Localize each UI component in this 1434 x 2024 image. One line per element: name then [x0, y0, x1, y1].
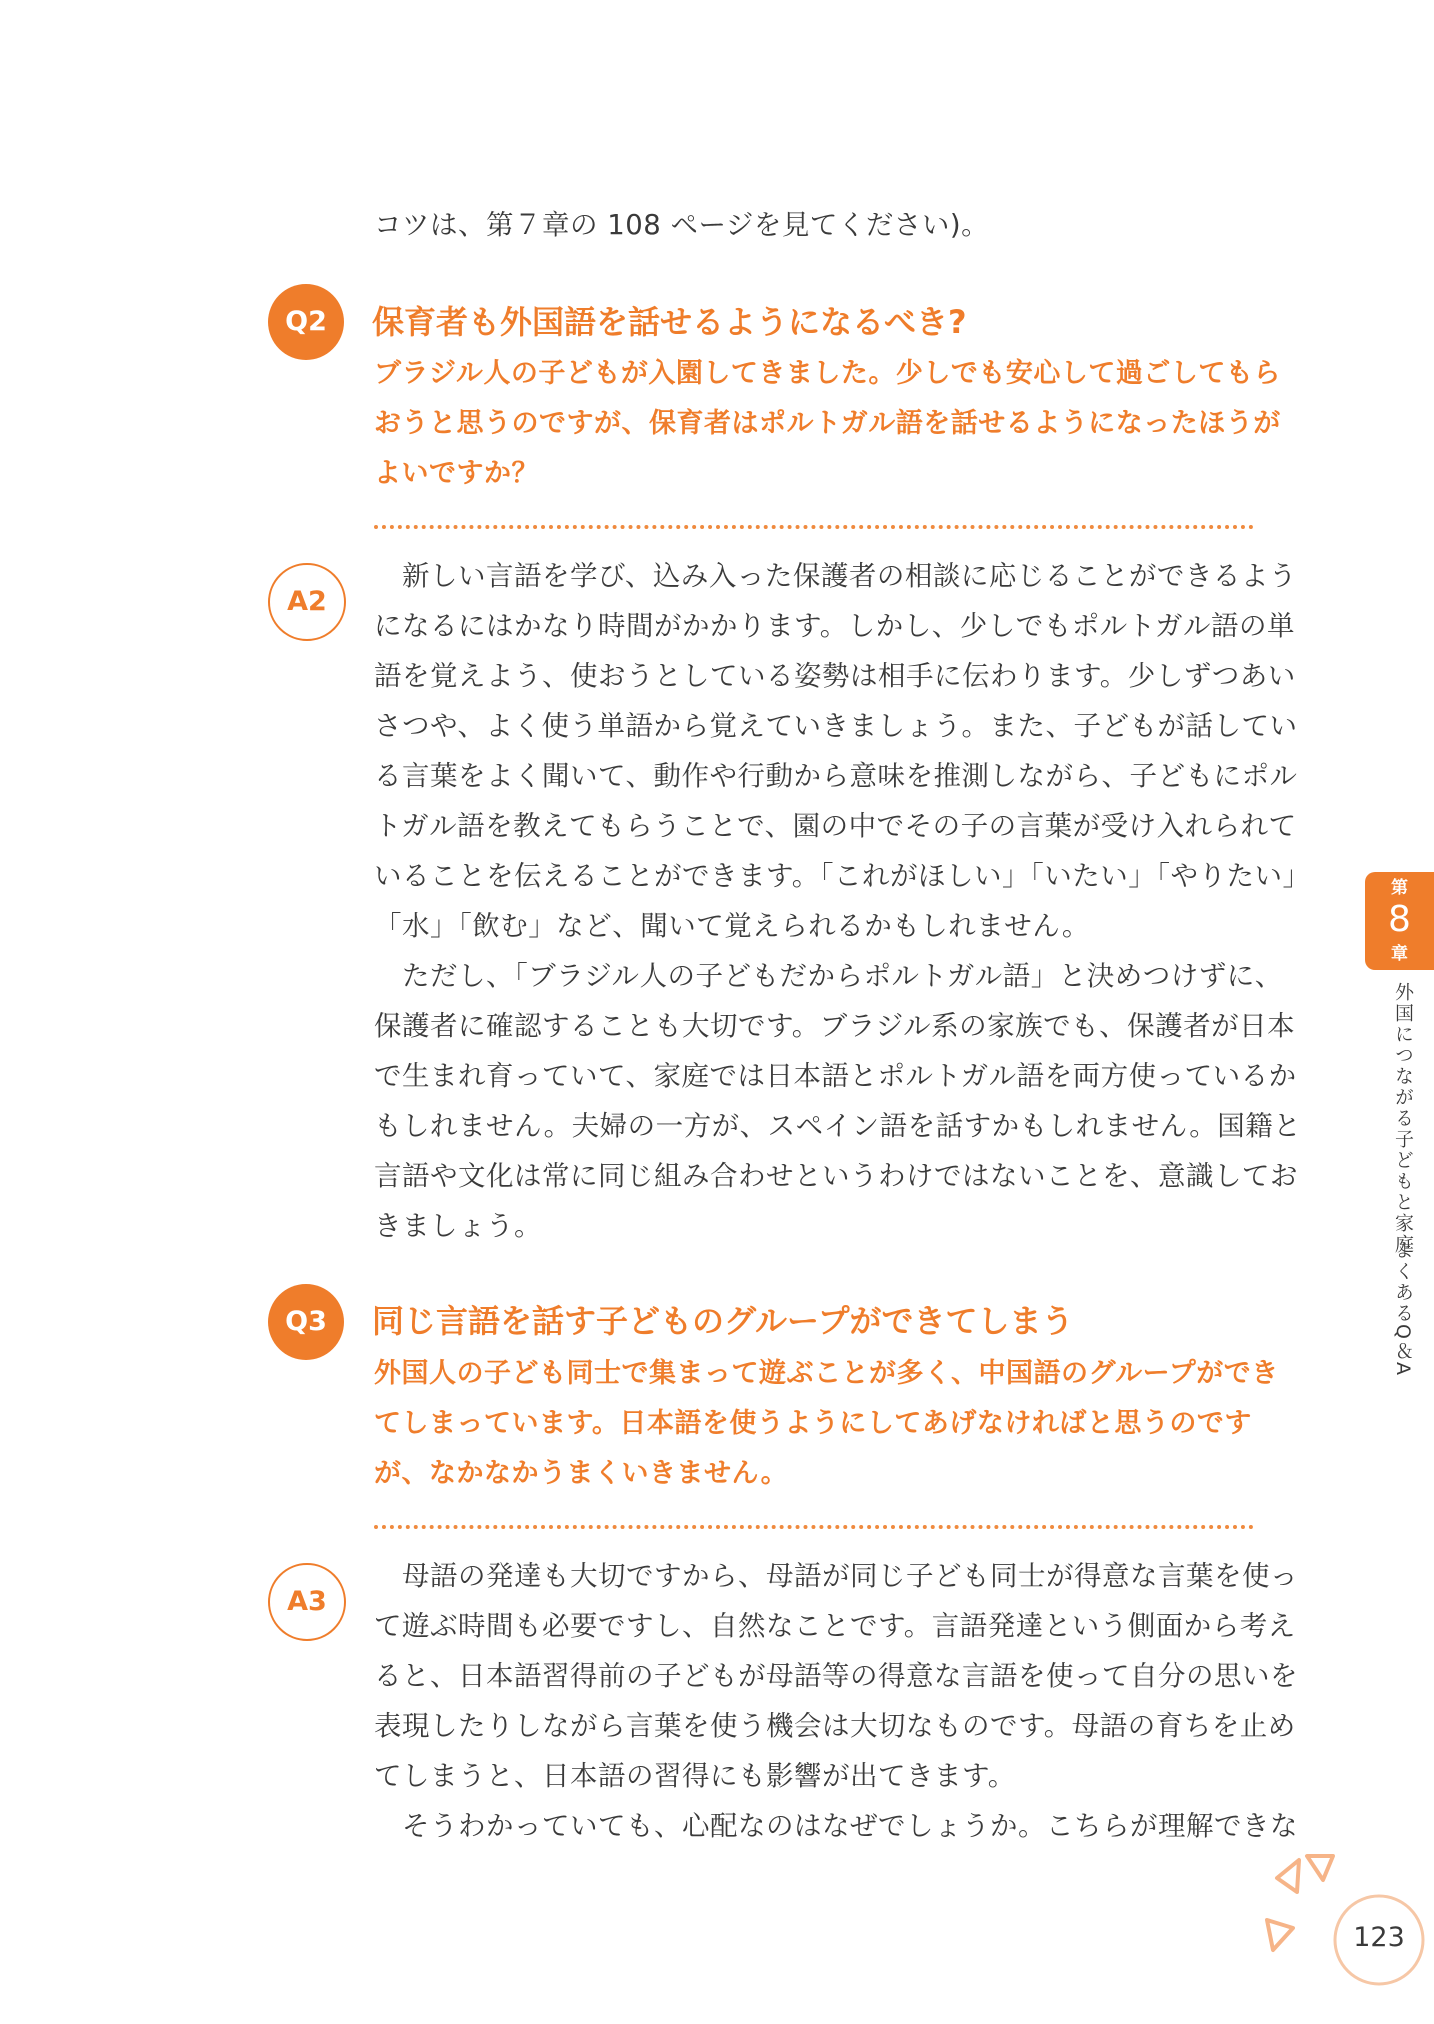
a2-answer-line: きましょう。 — [374, 1210, 542, 1242]
a3-badge: A3 — [268, 1563, 346, 1641]
chapter-title: 外国につながる子どもと家庭 — [1392, 982, 1414, 1255]
q3-title: 同じ言語を話す子どものグループができてしまう — [372, 1302, 1074, 1340]
a2-answer-line: で生まれ育っていて、家庭では日本語とポルトガル語を両方使っているか — [374, 1060, 1297, 1092]
q3-divider — [374, 1525, 1254, 1529]
a3-answer-line: て遊ぶ時間も必要ですし、自然なことです。言語発達という側面から考え — [374, 1610, 1296, 1642]
q2-question-line: よいですか？ — [374, 458, 539, 489]
q3-badge: Q3 — [268, 1284, 344, 1360]
chapter-tab — [1365, 872, 1434, 970]
a2-answer-line: になるにはかなり時間がかかります。しかし、少しでもポルトガル語の単 — [374, 610, 1295, 642]
a2-answer-line: ただし、「ブラジル人の子どもだからポルトガル語」と決めつけずに、 — [374, 960, 1283, 992]
chapter-number: 8 — [1388, 899, 1411, 940]
q3-question-line: てしまっています。日本語を使うようにしてあげなければと思うのです — [374, 1408, 1252, 1439]
page-number: 123 — [1353, 1922, 1405, 1953]
a2-answer-line: 新しい言語を学び、込み入った保護者の相談に応じることができるよう — [374, 560, 1297, 592]
a2-answer-line: 語を覚えよう、使おうとしている姿勢は相手に伝わります。少しずつあい — [374, 660, 1296, 692]
a2-badge: A2 — [268, 563, 346, 641]
a2-answer-line: いることを伝えることができます。「これがほしい」「いたい」「やりたい」 — [374, 860, 1311, 892]
a2-answer-line: 言語や文化は常に同じ組み合わせというわけではないことを、意識してお — [374, 1160, 1298, 1192]
a3-answer-line: そうわかっていても、心配なのはなぜでしょうか。こちらが理解できな — [374, 1810, 1298, 1842]
q2-title: 保育者も外国語を話せるようになるべき? — [372, 303, 967, 341]
q2-badge: Q2 — [268, 284, 344, 360]
section-title: よくあるQ＆A — [1392, 1240, 1414, 1377]
chapter-prefix: 第 — [1391, 878, 1408, 898]
q2-question-line: おうと思うのですが、保育者はポルトガル語を話せるようになったほうが — [374, 408, 1281, 439]
a3-answer-line: ると、日本語習得前の子どもが母語等の得意な言語を使って自分の思いを — [374, 1660, 1298, 1692]
a2-answer-line: さつや、よく使う単語から覚えていきましょう。また、子どもが話してい — [374, 710, 1298, 742]
a2-answer-line: トガル語を教えてもらうことで、園の中でその子の言葉が受け入れられて — [374, 810, 1297, 842]
chapter-suffix: 章 — [1391, 944, 1408, 964]
a2-answer-line: 保護者に確認することも大切です。ブラジル系の家族でも、保護者が日本 — [374, 1010, 1296, 1042]
a2-answer-line: もしれません。夫婦の一方が、スペイン語を話すかもしれません。国籍と — [374, 1110, 1302, 1142]
intro-line: コツは、第７章の 108 ページを見てください)。 — [374, 209, 990, 241]
a3-answer-line: 表現したりしながら言葉を使う機会は大切なものです。母語の育ちを止め — [374, 1710, 1296, 1742]
a3-answer-line: てしまうと、日本語の習得にも影響が出てきます。 — [374, 1760, 1016, 1792]
a2-answer-line: る言葉をよく聞いて、動作や行動から意味を推測しながら、子どもにポル — [374, 760, 1298, 792]
q3-question-line: が、なかなかうまくいきません。 — [374, 1458, 789, 1489]
q2-divider — [374, 525, 1254, 529]
a3-answer-line: 母語の発達も大切ですから、母語が同じ子ども同士が得意な言葉を使っ — [374, 1560, 1298, 1592]
q3-question-line: 外国人の子ども同士で集まって遊ぶことが多く、中国語のグループができ — [374, 1358, 1279, 1389]
q2-question-line: ブラジル人の子どもが入園してきました。少しでも安心して過ごしてもら — [374, 358, 1281, 389]
a2-answer-line: 「水」「飲む」など、聞いて覚えられるかもしれません。 — [374, 910, 1090, 942]
